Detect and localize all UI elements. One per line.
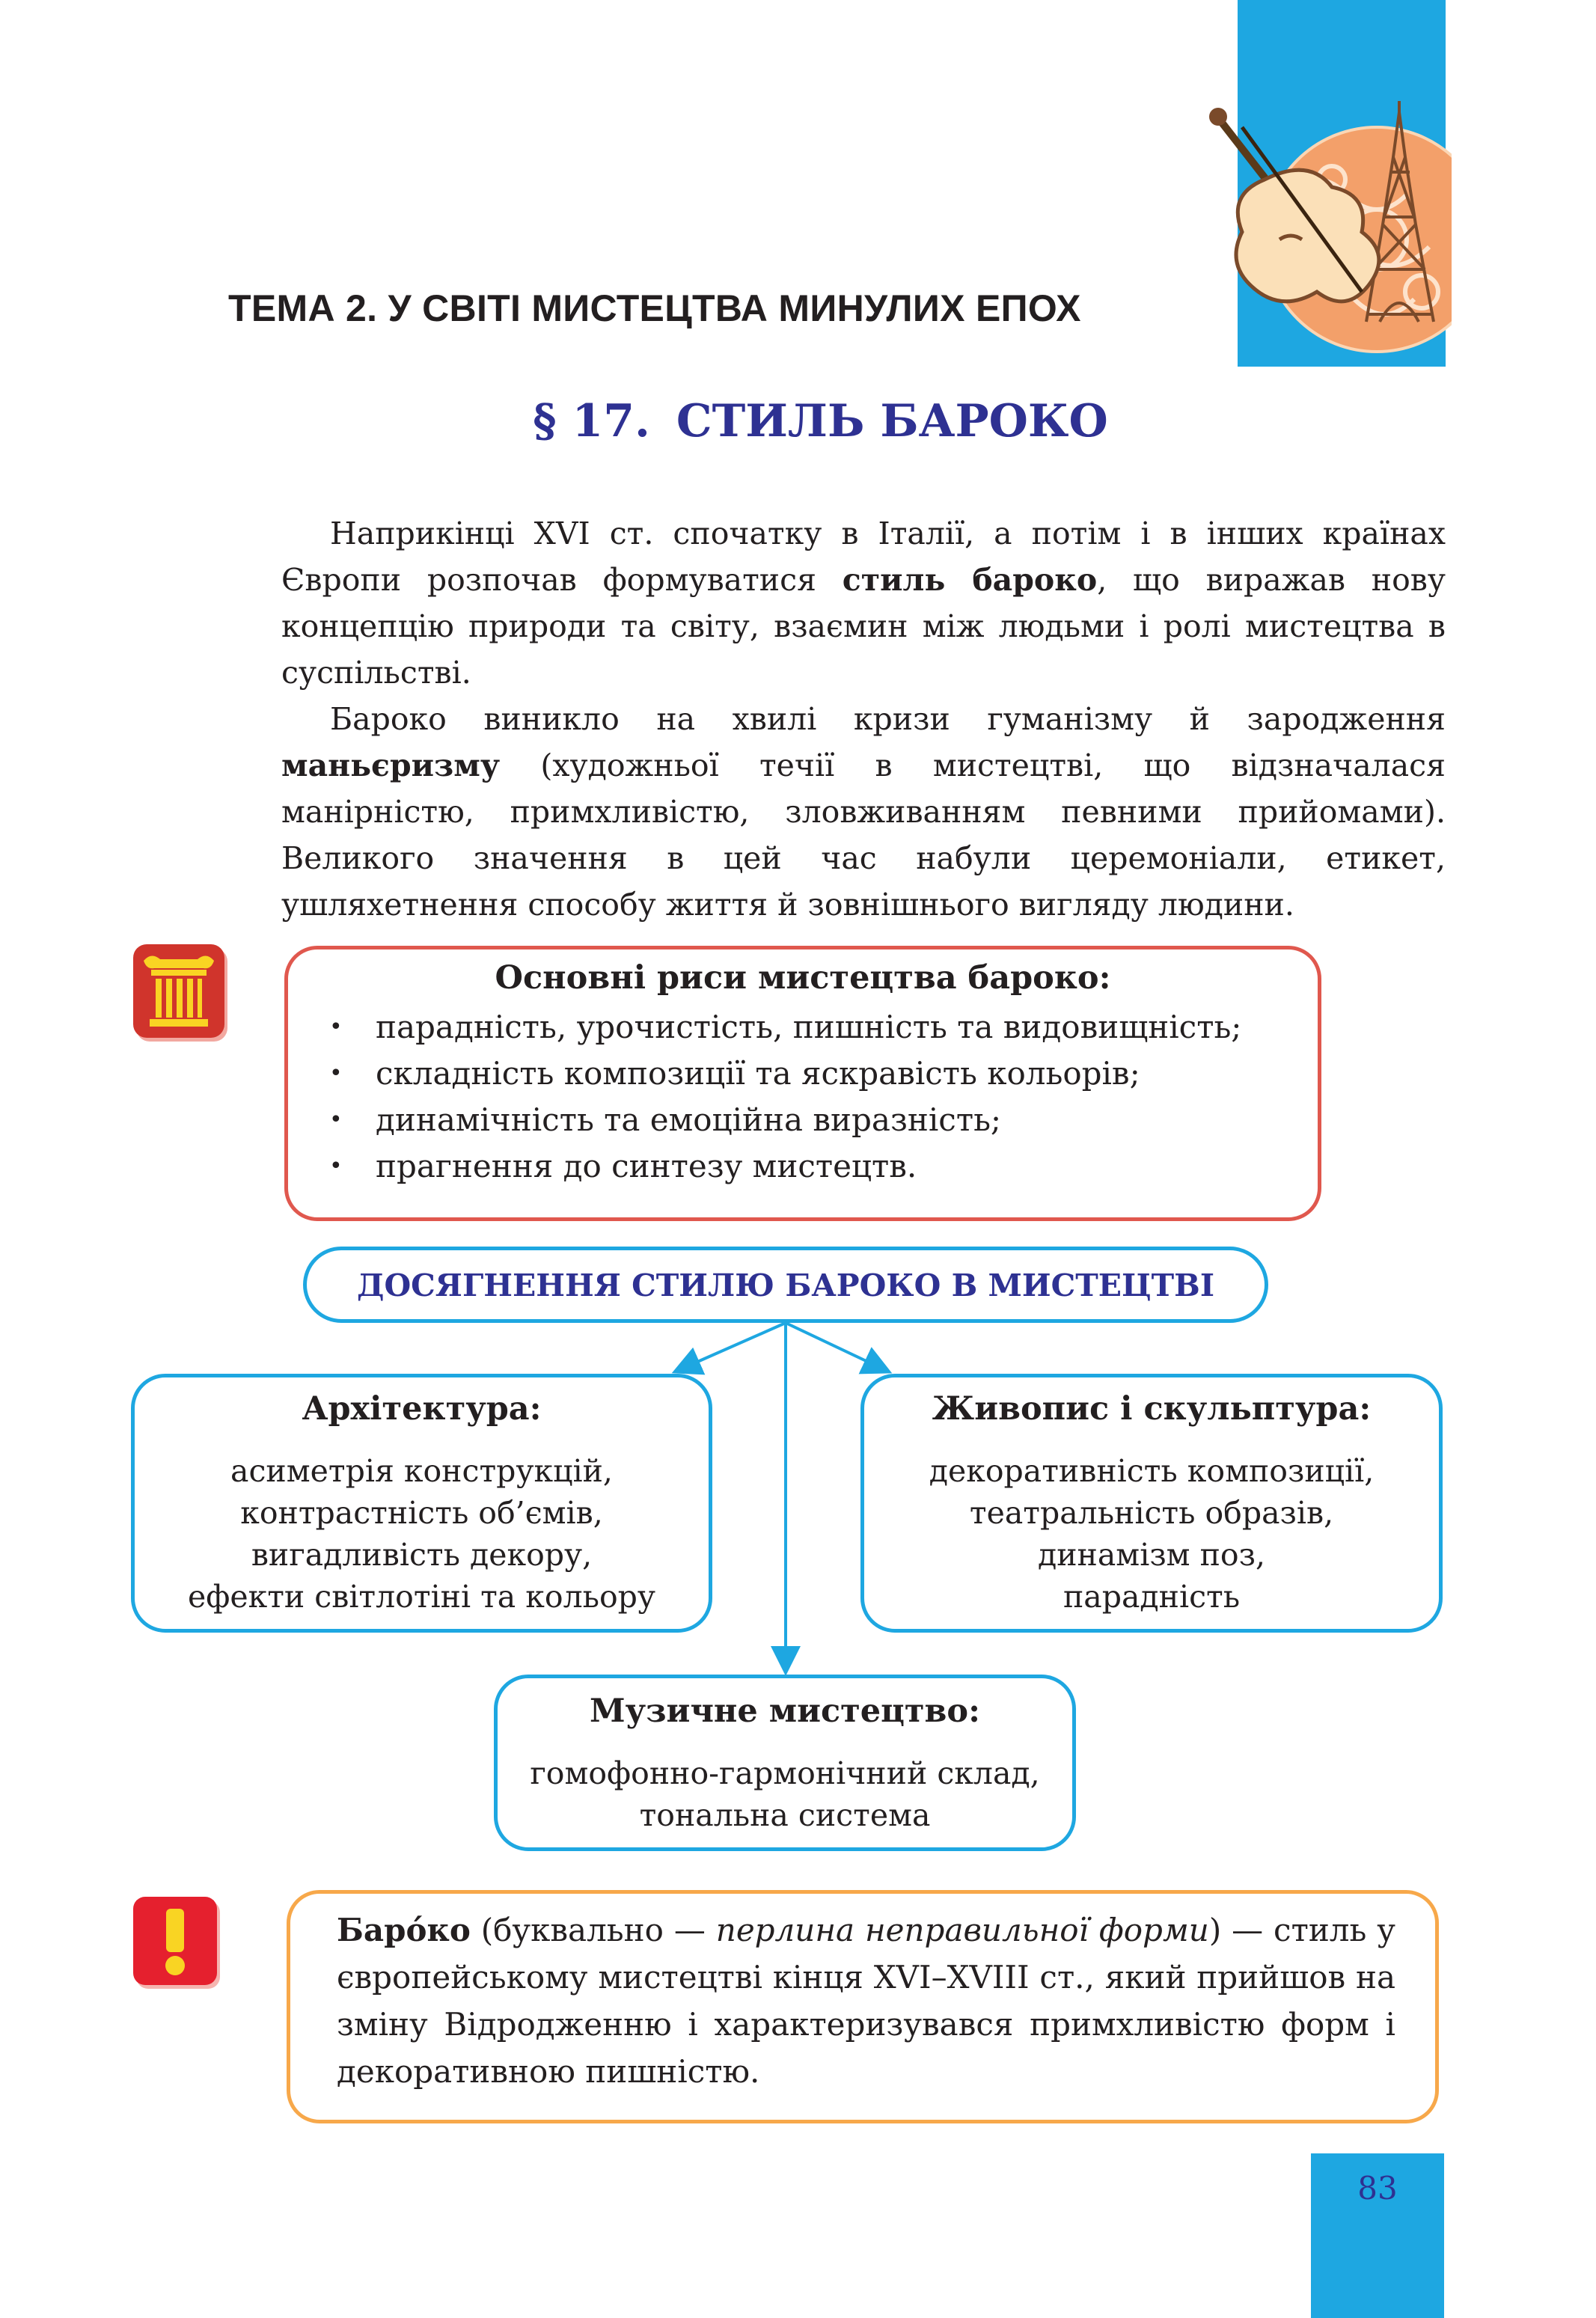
achievements-title: ДОСЯГНЕННЯ СТИЛЮ БАРОКО В МИСТЕЦТВІ — [357, 1267, 1214, 1303]
list-item: • парадність, урочистість, пишність та видовищність; — [329, 1004, 1241, 1051]
definition-term: Баро́ко — [337, 1912, 471, 1948]
page-title — [0, 395, 1596, 447]
list-item: • прагнення до синтезу мистецтв. — [329, 1143, 1241, 1190]
arrow-to-architecture — [677, 1323, 786, 1371]
list-item: декоративність композиції, — [929, 1453, 1375, 1489]
painting-title: Живопис і скульптура: — [932, 1390, 1372, 1428]
italic-gloss: перлина неправильної форми — [715, 1912, 1209, 1948]
list-item: вигадливість декору, — [251, 1537, 593, 1573]
arrow-to-painting — [786, 1323, 887, 1371]
page-number: 83 — [1357, 2170, 1398, 2207]
list-item: • динамічність та емоційна виразність; — [329, 1097, 1241, 1143]
list-item: асиметрія конструкцій, — [230, 1453, 613, 1489]
architecture-title: Архітектура: — [302, 1390, 542, 1428]
section-number: § 17. — [533, 395, 650, 447]
bold-term: маньєризму — [281, 747, 501, 783]
text-run: Бароко виникло на хвилі кризи гуманізму й зародження — [330, 701, 1446, 737]
column-icon — [133, 944, 224, 1038]
intro-paragraph-2 — [281, 696, 1446, 928]
features-title: Основні риси мистецтва бароко: — [495, 959, 1111, 997]
exclamation-icon — [133, 1897, 217, 1985]
list-item: • складність композиції та яскравість кольорів; — [329, 1051, 1241, 1097]
text-run: Наприкінці XVI ст. спочатку в Італії, а потім і в інших країнах Європи розпочав формуватися — [281, 516, 1446, 598]
list-item: ефекти світлотіні та кольору — [187, 1579, 655, 1615]
music-text — [494, 1752, 1076, 1836]
text-run: ) — стиль у європейському мистецтві кінця XVI–XVIII ст., який прийшов на зміну Відродженню і характеризувався примхливістю форм і декоративною пишністю. — [337, 1912, 1395, 2090]
bold-term: стиль бароко — [842, 562, 1098, 598]
list-item: театральність образів, — [969, 1495, 1334, 1531]
section-title-text: СТИЛЬ БАРОКО — [676, 395, 1108, 447]
architecture-text — [131, 1450, 712, 1618]
intro-paragraph-1 — [281, 510, 1446, 696]
features-list — [329, 1004, 1241, 1190]
text-run: (художньої течії в мистецтві, що відзначалася манірністю, примхливістю, зловживанням певними прийомами). Великого значення в цей час набули церемоніали, етикет, ушляхетнення способу життя й зовнішнього вигляду людини. — [281, 747, 1446, 923]
music-title: Музичне мистецтво: — [589, 1692, 980, 1730]
list-item: гомофонно-гармонічний склад, — [530, 1755, 1040, 1791]
list-item: парадність — [1063, 1579, 1241, 1615]
text-run: , що виражав нову концепцію природи та світу, взаємин між людьми і ролі мистецтва в суспільстві. — [281, 562, 1446, 691]
text-run: (буквально — — [470, 1912, 716, 1948]
topic-header: ТЕМА 2. У СВІТІ МИСТЕЦТВА МИНУЛИХ ЕПОХ — [228, 287, 1081, 329]
definition-text — [337, 1906, 1395, 2095]
list-item: контрастність об’ємів, — [240, 1495, 603, 1531]
decorative-illustration — [1197, 97, 1452, 367]
list-item: динамізм поз, — [1037, 1537, 1266, 1573]
list-item: тональна система — [639, 1797, 931, 1833]
painting-text — [860, 1450, 1443, 1618]
